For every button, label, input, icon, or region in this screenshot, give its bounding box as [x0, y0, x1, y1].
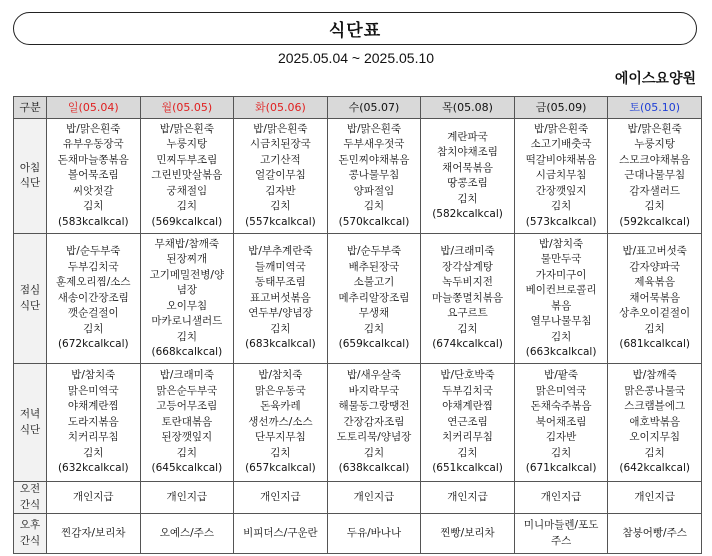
menu-item: 치커리무침	[442, 431, 493, 444]
menu-cell	[514, 234, 608, 364]
menu-item: 맑은미역국	[535, 384, 587, 397]
menu-item: 누룽지탕	[166, 138, 208, 151]
menu-item: 시금치된장국	[249, 138, 311, 151]
menu-item: 메추리알장조림	[338, 291, 410, 304]
menu-item: (642kcalkcal)	[619, 462, 691, 475]
date-range: 2025.05.04 ~ 2025.05.10	[277, 50, 435, 66]
menu-cell	[140, 514, 234, 554]
menu-item: 단무지무침	[255, 431, 306, 444]
menu-item: 스모크야채볶음	[619, 153, 691, 166]
menu-item: 밥/맑은흰죽	[533, 122, 589, 135]
menu-item: 오이지무침	[629, 431, 681, 444]
menu-item: 제육볶음	[634, 276, 675, 289]
menu-item: 녹두비지전	[442, 276, 493, 289]
menu-item: 김치	[644, 446, 665, 459]
menu-cell	[608, 364, 702, 482]
morning-snack-row	[14, 482, 702, 514]
menu-item: 돈채숙주볶음	[530, 400, 592, 413]
menu-item: 씨앗젓갈	[72, 184, 114, 197]
menu-item: 김치	[270, 200, 291, 213]
menu-item: 비피더스/구운란	[243, 526, 318, 539]
menu-cell	[514, 514, 608, 554]
menu-item: (681kcalkcal)	[619, 338, 691, 351]
menu-item: 김치	[176, 200, 197, 213]
menu-cell	[514, 364, 608, 482]
menu-item: 떡갈비야채볶음	[525, 153, 597, 166]
day-header-sun: 일(05.04)	[47, 97, 141, 119]
menu-cell	[514, 482, 608, 514]
menu-cell	[327, 514, 421, 554]
menu-item: 소고기배춧국	[530, 138, 592, 151]
menu-item: 맑은미역국	[67, 384, 119, 397]
menu-item: (668kcalkcal)	[151, 346, 223, 358]
menu-item: 개인지급	[260, 490, 301, 503]
menu-item: 감자샐러드	[629, 184, 681, 197]
menu-item: 두부새우젓국	[343, 138, 405, 151]
menu-item: 콩나물무침	[348, 169, 400, 182]
page-title-box	[13, 12, 697, 45]
menu-item: 주스	[550, 534, 572, 547]
menu-item: 두부김치국	[442, 384, 493, 397]
menu-item: 무생채	[358, 307, 390, 320]
menu-item: 개인지급	[540, 490, 582, 503]
menu-cell	[47, 364, 141, 482]
meal-label-line: 식단	[19, 423, 41, 436]
menu-item: 김치	[363, 446, 385, 459]
menu-item: 김치	[176, 330, 197, 343]
menu-item: 맑은순두부국	[156, 384, 218, 397]
organization-name: 에이스요양원	[614, 71, 696, 87]
menu-item: 밥/참치죽	[258, 369, 303, 382]
menu-item: 김치	[83, 200, 104, 213]
menu-item: 누룽지탕	[634, 138, 675, 151]
menu-item: 땅콩조림	[447, 177, 488, 189]
menu-item: 베이컨브로콜리	[525, 284, 597, 296]
menu-cell	[234, 482, 328, 514]
menu-item: 김치	[270, 446, 291, 459]
menu-cell	[234, 119, 328, 234]
day-header-sat: 토(05.10)	[608, 97, 702, 119]
menu-item: 두유/바나나	[346, 526, 402, 539]
menu-item: 감자양파국	[629, 260, 681, 273]
meal-label-line: 오후	[19, 519, 41, 531]
menu-item: 민찌두부조림	[156, 153, 218, 166]
table-header-row	[14, 97, 702, 119]
dinner-row	[14, 364, 702, 482]
afternoon-snack-row	[14, 514, 702, 554]
menu-item: (659kcalkcal)	[338, 338, 410, 351]
menu-item: 밥/맑은흰죽	[159, 122, 214, 135]
menu-item: 그린빈맛살볶음	[151, 169, 223, 182]
menu-item: 고기산적	[260, 153, 301, 166]
menu-item: 개인지급	[447, 490, 488, 503]
menu-item: (592kcalkcal)	[619, 215, 691, 228]
menu-item: 볶음	[550, 299, 572, 312]
menu-item: (582kcalkcal)	[432, 208, 503, 220]
menu-item: 맑은우동국	[255, 384, 306, 397]
meal-label	[14, 482, 47, 514]
menu-cell	[47, 234, 141, 364]
menu-item: 찐빵/보리차	[440, 526, 495, 539]
menu-cell	[234, 364, 328, 482]
menu-cell	[327, 482, 421, 514]
menu-item: 밥/표고버섯죽	[622, 245, 687, 258]
menu-cell	[608, 234, 702, 364]
menu-item: 채어묵볶음	[629, 291, 681, 304]
meal-label	[14, 514, 47, 554]
menu-item: 궁채절임	[166, 184, 208, 197]
menu-cell	[140, 482, 234, 514]
menu-item: 밥/순두부죽	[66, 245, 121, 258]
menu-item: 계란파국	[447, 130, 488, 143]
menu-cell	[608, 119, 702, 234]
menu-item: 밥/맑은흰죽	[346, 122, 402, 135]
menu-item: 들깨미역국	[255, 260, 306, 273]
page-title: 식단표	[328, 21, 382, 41]
menu-item: 미니마들렌/포도	[523, 519, 599, 531]
menu-item: 밥/크래미죽	[159, 369, 214, 382]
menu-item: 깻순걸절이	[67, 307, 119, 320]
menu-item: (663kcalkcal)	[525, 346, 597, 358]
menu-item: 근대나물무침	[624, 169, 686, 182]
menu-item: 도라지볶음	[67, 415, 119, 428]
menu-cell	[421, 234, 515, 364]
menu-item: (672kcalkcal)	[57, 338, 129, 351]
menu-item: 도토리묵/양념장	[336, 431, 412, 444]
menu-item: 새송이간장조림	[57, 291, 129, 304]
menu-item: 북어채조림	[535, 415, 587, 428]
day-header-fri: 금(05.09)	[514, 97, 608, 119]
menu-item: 야채계란찜	[442, 400, 493, 413]
menu-item: 김치	[644, 200, 665, 213]
menu-item: 연근조림	[447, 415, 488, 428]
menu-item: 김치	[363, 322, 385, 335]
menu-item: 개인지급	[166, 490, 208, 503]
menu-cell	[234, 234, 328, 364]
menu-item: 개인지급	[353, 490, 395, 503]
menu-cell	[421, 364, 515, 482]
menu-item: 김치	[550, 446, 572, 459]
menu-item: 밥/새우살죽	[346, 369, 402, 382]
menu-item: (674kcalkcal)	[432, 338, 503, 351]
menu-item: 김치	[270, 322, 291, 335]
menu-item: 개인지급	[634, 490, 675, 503]
menu-item: 해물동그랑땡전	[338, 400, 410, 413]
menu-item: 장각삼계탕	[442, 260, 493, 273]
menu-item: 개인지급	[72, 490, 114, 503]
meal-label	[14, 234, 47, 364]
menu-item: 밥/맑은흰죽	[627, 122, 682, 135]
menu-item: 김치	[550, 200, 572, 213]
menu-item: 찐감자/보리차	[61, 526, 126, 539]
menu-item: (583kcalkcal)	[57, 215, 129, 228]
menu-item: 얼갈이무침	[255, 169, 306, 182]
menu-item: 고등어무조림	[156, 400, 218, 413]
menu-item: 무채밥/참깨죽	[154, 237, 220, 250]
meal-label-line: 아침	[19, 161, 41, 174]
menu-item: 볼어묵조림	[67, 169, 119, 182]
menu-item: 김자반	[545, 431, 577, 444]
menu-item: 참치야채조림	[437, 146, 498, 158]
menu-item: 시금치무침	[535, 169, 587, 182]
menu-item: 오이무침	[166, 299, 208, 312]
menu-item: 훈제오리찜/소스	[56, 276, 131, 289]
menu-item: (569kcalkcal)	[151, 215, 223, 228]
meal-label-line: 저녁	[19, 408, 41, 420]
menu-item: 맑은콩나물국	[624, 384, 686, 397]
menu-item: 밥/참깨죽	[632, 369, 677, 382]
day-header-thu: 목(05.08)	[421, 97, 515, 119]
menu-item: 토란대볶음	[161, 415, 213, 428]
menu-cell	[327, 364, 421, 482]
menu-cell	[608, 482, 702, 514]
menu-item: 밥/단호박죽	[440, 369, 495, 382]
menu-item: 밥/맑은흰죽	[253, 122, 308, 135]
meal-label-line: 오전	[19, 483, 41, 495]
menu-item: 김자반	[265, 184, 296, 197]
menu-item: 배추된장국	[348, 260, 400, 273]
menu-item: 애호박볶음	[629, 415, 681, 428]
menu-item: 김치	[363, 200, 385, 213]
menu-item: 연두부/양념장	[248, 307, 313, 320]
menu-item: 밥/팥죽	[544, 369, 579, 382]
corner-header: 구분	[14, 97, 47, 119]
menu-item: 요구르트	[447, 307, 488, 320]
meal-label-line: 식단	[19, 177, 41, 189]
menu-item: (683kcalkcal)	[245, 338, 316, 351]
menu-item: 돈육카레	[260, 400, 301, 413]
menu-item: 야채계란찜	[67, 400, 119, 413]
menu-cell	[421, 119, 515, 234]
menu-item: 채어묵볶음	[442, 161, 493, 174]
menu-item: (557kcalkcal)	[245, 215, 316, 228]
menu-item: (657kcalkcal)	[245, 462, 316, 475]
menu-item: 밥/크래미죽	[440, 245, 495, 258]
day-header-tue: 화(05.06)	[234, 97, 328, 119]
menu-item: 바지락무국	[348, 384, 400, 397]
menu-item: 간장감자조림	[343, 415, 405, 428]
menu-item: 가자미구이	[535, 268, 587, 281]
meal-label-line: 간식	[19, 534, 41, 547]
menu-item: 밥/순두부죽	[346, 245, 402, 258]
menu-item: 소불고기	[353, 276, 395, 289]
menu-item: (638kcalkcal)	[338, 462, 410, 475]
menu-cell	[327, 234, 421, 364]
menu-item: 된장깻잎지	[161, 431, 213, 444]
menu-item: 표고버섯볶음	[249, 291, 311, 304]
menu-item: 상추오이겉절이	[619, 307, 691, 320]
menu-item: 김치	[457, 446, 478, 459]
menu-cell	[234, 514, 328, 554]
menu-item: 김치	[644, 322, 665, 335]
menu-item: (645kcalkcal)	[151, 462, 223, 475]
menu-cell	[140, 364, 234, 482]
menu-item: 김치	[457, 192, 478, 205]
menu-item: (632kcalkcal)	[57, 462, 129, 475]
meal-label	[14, 119, 47, 234]
menu-item: 밥/맑은흰죽	[66, 122, 121, 135]
menu-item: 두부김치국	[67, 260, 119, 273]
menu-item: 김치	[550, 330, 572, 343]
menu-item: 밥/참치죽	[71, 369, 116, 382]
menu-item: 간장깻잎지	[535, 184, 587, 197]
menu-item: 치커리무침	[67, 431, 119, 444]
menu-item: (651kcalkcal)	[432, 462, 503, 475]
menu-cell	[421, 482, 515, 514]
menu-item: 마늘쫑멸치볶음	[432, 291, 504, 304]
day-header-mon: 월(05.05)	[140, 97, 234, 119]
menu-item: 된장찌개	[166, 253, 208, 265]
meal-plan-table	[13, 96, 702, 554]
menu-item: 스크램블에그	[624, 400, 686, 413]
menu-item: 돈채마늘쫑볶음	[57, 153, 129, 166]
meal-label-line: 간식	[19, 498, 41, 511]
menu-item: (671kcalkcal)	[525, 462, 597, 475]
menu-cell	[47, 482, 141, 514]
menu-cell	[608, 514, 702, 554]
menu-cell	[327, 119, 421, 234]
day-header-wed: 수(05.07)	[327, 97, 421, 119]
menu-cell	[47, 514, 141, 554]
menu-item: 열무나물무침	[530, 315, 592, 327]
menu-item: 오예스/주스	[159, 526, 214, 539]
menu-item: (573kcalkcal)	[525, 215, 597, 228]
menu-item: 동태무조림	[255, 276, 306, 289]
menu-cell	[47, 119, 141, 234]
menu-item: (570kcalkcal)	[338, 215, 410, 228]
menu-item: 념장	[176, 284, 197, 296]
meal-label-line: 점심	[19, 284, 41, 296]
lunch-row	[14, 234, 702, 364]
menu-cell	[140, 234, 234, 364]
breakfast-row	[14, 119, 702, 234]
menu-item: 생선까스/소스	[248, 415, 313, 428]
menu-item: 유부우동장국	[62, 138, 124, 151]
meal-label	[14, 364, 47, 482]
menu-item: 물만두국	[540, 253, 582, 265]
menu-item: 마카로니샐러드	[151, 315, 223, 327]
menu-item: 돈민찌야채볶음	[338, 153, 410, 166]
menu-item: 양파절임	[353, 184, 395, 197]
menu-cell	[140, 119, 234, 234]
menu-item: 고기메밀전병/양	[149, 268, 225, 281]
meal-label-line: 식단	[19, 299, 41, 312]
menu-item: 김치	[83, 446, 104, 459]
menu-item: 김치	[83, 322, 104, 335]
menu-cell	[421, 514, 515, 554]
menu-item: 참붕어빵/주스	[622, 526, 687, 539]
menu-cell	[514, 119, 608, 234]
menu-item: 밥/부추계란죽	[248, 245, 313, 258]
menu-item: 밥/참치죽	[539, 237, 584, 250]
menu-item: 김치	[457, 322, 478, 335]
meal-plan-body	[14, 119, 702, 554]
menu-item: 김치	[176, 446, 197, 459]
